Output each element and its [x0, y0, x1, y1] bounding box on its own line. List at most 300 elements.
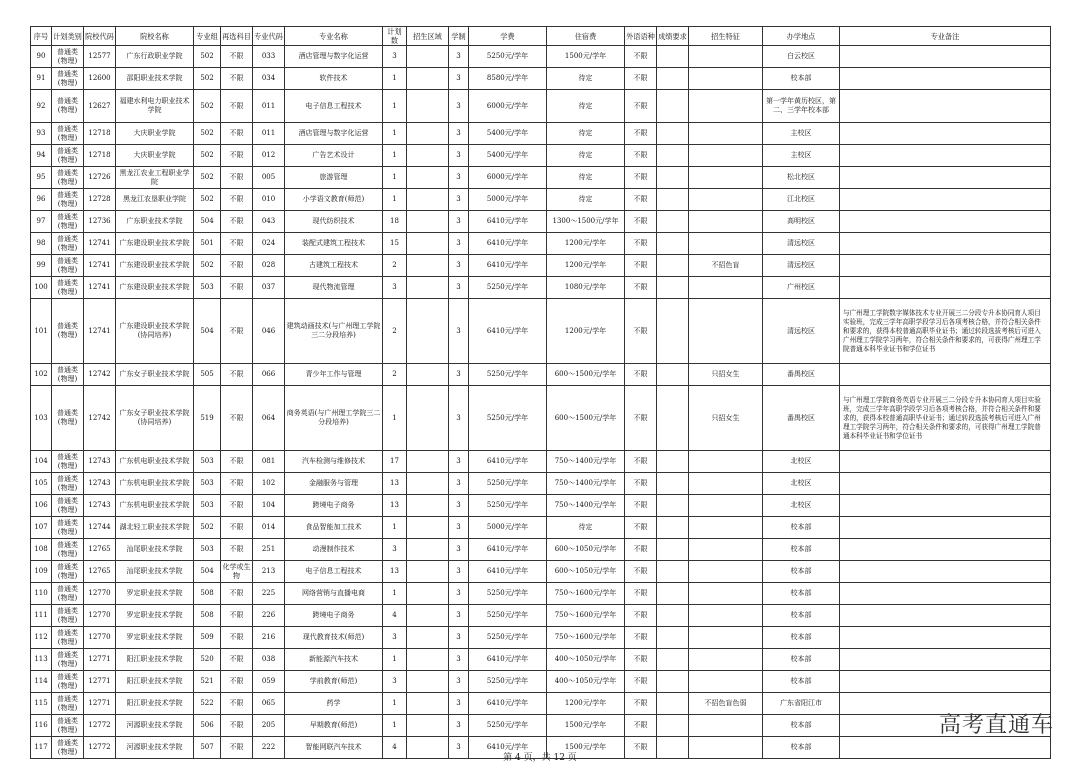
- enroll-feature: [689, 539, 763, 561]
- enroll-feature: [689, 68, 763, 90]
- major-group: 502: [194, 517, 221, 539]
- row-number: 98: [31, 233, 52, 255]
- dorm-fee: 待定: [547, 189, 625, 211]
- plan-count: 1: [383, 517, 407, 539]
- plan-count: 17: [383, 451, 407, 473]
- major-group: 506: [194, 715, 221, 737]
- foreign-language: 不限: [625, 517, 657, 539]
- elective-subject: 不限: [221, 517, 253, 539]
- enroll-area: [407, 693, 449, 715]
- column-header: 专业名称: [285, 27, 383, 46]
- row-number: 113: [31, 649, 52, 671]
- foreign-language: 不限: [625, 46, 657, 68]
- plan-count: 1: [383, 649, 407, 671]
- campus-location: 番禺校区: [763, 386, 840, 451]
- score-requirement: [657, 539, 689, 561]
- dorm-fee: 600～1050元/学年: [547, 539, 625, 561]
- major-code: 226: [253, 605, 285, 627]
- major-group: 502: [194, 145, 221, 167]
- dorm-fee: 1080元/学年: [547, 277, 625, 299]
- major-code: 038: [253, 649, 285, 671]
- major-code: 014: [253, 517, 285, 539]
- enroll-feature: [689, 649, 763, 671]
- table-row: [31, 255, 1051, 277]
- school-code: 12771: [84, 649, 116, 671]
- major-group: 502: [194, 189, 221, 211]
- plan-category: 普通类(物理): [52, 145, 84, 167]
- tuition-fee: 6000元/学年: [469, 90, 547, 123]
- row-number: 95: [31, 167, 52, 189]
- major-group: 503: [194, 277, 221, 299]
- score-requirement: [657, 451, 689, 473]
- plan-count: 1: [383, 583, 407, 605]
- row-number: 110: [31, 583, 52, 605]
- column-header: 外语语种: [625, 27, 657, 46]
- campus-location: 北校区: [763, 495, 840, 517]
- tuition-fee: 6410元/学年: [469, 539, 547, 561]
- dorm-fee: 600～1050元/学年: [547, 561, 625, 583]
- column-header: 成绩要求: [657, 27, 689, 46]
- table-row: [31, 123, 1051, 145]
- plan-category: 普通类(物理): [52, 693, 84, 715]
- school-code: 12741: [84, 299, 116, 364]
- major-code: 011: [253, 123, 285, 145]
- elective-subject: 不限: [221, 605, 253, 627]
- school-code: 12771: [84, 671, 116, 693]
- major-name: 建筑动画技术(与广州理工学院三二分段培养): [285, 299, 383, 364]
- plan-category: 普通类(物理): [52, 561, 84, 583]
- school-name: 黑龙江农垦职业学院: [116, 189, 194, 211]
- foreign-language: 不限: [625, 451, 657, 473]
- tuition-fee: 6410元/学年: [469, 693, 547, 715]
- table-row: [31, 627, 1051, 649]
- elective-subject: 不限: [221, 364, 253, 386]
- column-header: 招生特征: [689, 27, 763, 46]
- study-years: 3: [449, 539, 469, 561]
- major-name: 动漫制作技术: [285, 539, 383, 561]
- school-name: 大庆职业学院: [116, 123, 194, 145]
- major-remark: [840, 211, 1051, 233]
- plan-category: 普通类(物理): [52, 364, 84, 386]
- major-remark: [840, 649, 1051, 671]
- enroll-feature: [689, 451, 763, 473]
- row-number: 91: [31, 68, 52, 90]
- foreign-language: 不限: [625, 649, 657, 671]
- enroll-area: [407, 649, 449, 671]
- study-years: 3: [449, 737, 469, 759]
- dorm-fee: 1500元/学年: [547, 737, 625, 759]
- enroll-area: [407, 167, 449, 189]
- major-name: 酒店管理与数字化运营: [285, 46, 383, 68]
- major-code: 033: [253, 46, 285, 68]
- campus-location: 清远校区: [763, 299, 840, 364]
- major-code: 043: [253, 211, 285, 233]
- plan-category: 普通类(物理): [52, 649, 84, 671]
- school-name: 广东女子职业技术学院: [116, 364, 194, 386]
- school-code: 12743: [84, 473, 116, 495]
- table-row: [31, 605, 1051, 627]
- plan-count: 15: [383, 233, 407, 255]
- row-number: 96: [31, 189, 52, 211]
- score-requirement: [657, 671, 689, 693]
- major-group: 503: [194, 539, 221, 561]
- school-name: 广东机电职业技术学院: [116, 451, 194, 473]
- school-name: 广东机电职业技术学院: [116, 473, 194, 495]
- enroll-area: [407, 211, 449, 233]
- major-remark: [840, 277, 1051, 299]
- enroll-feature: [689, 277, 763, 299]
- enroll-feature: 只招女生: [689, 364, 763, 386]
- enroll-area: [407, 561, 449, 583]
- foreign-language: 不限: [625, 715, 657, 737]
- study-years: 3: [449, 583, 469, 605]
- major-group: 502: [194, 123, 221, 145]
- enroll-feature: [689, 583, 763, 605]
- tuition-fee: 5250元/学年: [469, 627, 547, 649]
- dorm-fee: 待定: [547, 123, 625, 145]
- plan-count: 2: [383, 299, 407, 364]
- column-header: 院校代码: [84, 27, 116, 46]
- major-group: 509: [194, 627, 221, 649]
- enroll-feature: [689, 123, 763, 145]
- table-row: [31, 539, 1051, 561]
- study-years: 3: [449, 145, 469, 167]
- enroll-area: [407, 671, 449, 693]
- campus-location: 校本部: [763, 605, 840, 627]
- table-row: [31, 68, 1051, 90]
- major-group: 522: [194, 693, 221, 715]
- major-group: 502: [194, 167, 221, 189]
- school-code: 12772: [84, 715, 116, 737]
- plan-count: 1: [383, 386, 407, 451]
- enroll-area: [407, 189, 449, 211]
- plan-count: 3: [383, 627, 407, 649]
- elective-subject: 不限: [221, 649, 253, 671]
- plan-count: 4: [383, 737, 407, 759]
- school-name: 广东机电职业技术学院: [116, 495, 194, 517]
- plan-category: 普通类(物理): [52, 299, 84, 364]
- campus-location: 校本部: [763, 583, 840, 605]
- school-name: 广东建设职业技术学院(协同培养): [116, 299, 194, 364]
- school-name: 河源职业技术学院: [116, 715, 194, 737]
- tuition-fee: 5250元/学年: [469, 364, 547, 386]
- enroll-feature: [689, 167, 763, 189]
- school-code: 12741: [84, 255, 116, 277]
- elective-subject: 不限: [221, 90, 253, 123]
- dorm-fee: 1200元/学年: [547, 299, 625, 364]
- foreign-language: 不限: [625, 627, 657, 649]
- column-header: 住宿费: [547, 27, 625, 46]
- enroll-area: [407, 46, 449, 68]
- school-code: 12770: [84, 627, 116, 649]
- study-years: 3: [449, 671, 469, 693]
- major-name: 商务英语(与广州理工学院三二分段培养): [285, 386, 383, 451]
- study-years: 3: [449, 649, 469, 671]
- score-requirement: [657, 715, 689, 737]
- major-remark: [840, 583, 1051, 605]
- major-code: 205: [253, 715, 285, 737]
- campus-location: 江北校区: [763, 189, 840, 211]
- campus-location: 校本部: [763, 671, 840, 693]
- elective-subject: 不限: [221, 715, 253, 737]
- foreign-language: 不限: [625, 605, 657, 627]
- elective-subject: 不限: [221, 693, 253, 715]
- column-header: 学制: [449, 27, 469, 46]
- row-number: 103: [31, 386, 52, 451]
- major-code: 104: [253, 495, 285, 517]
- school-code: 12728: [84, 189, 116, 211]
- major-group: 503: [194, 451, 221, 473]
- dorm-fee: 600～1500元/学年: [547, 386, 625, 451]
- enroll-feature: [689, 473, 763, 495]
- enroll-area: [407, 517, 449, 539]
- enroll-area: [407, 277, 449, 299]
- score-requirement: [657, 299, 689, 364]
- school-name: 广东建设职业技术学院: [116, 277, 194, 299]
- row-number: 101: [31, 299, 52, 364]
- major-remark: [840, 671, 1051, 693]
- school-code: 12741: [84, 277, 116, 299]
- major-remark: [840, 123, 1051, 145]
- school-code: 12770: [84, 583, 116, 605]
- enroll-feature: 不招色盲: [689, 255, 763, 277]
- dorm-fee: 400～1050元/学年: [547, 649, 625, 671]
- plan-count: 13: [383, 495, 407, 517]
- row-number: 112: [31, 627, 52, 649]
- table-row: [31, 715, 1051, 737]
- score-requirement: [657, 364, 689, 386]
- plan-category: 普通类(物理): [52, 517, 84, 539]
- elective-subject: 不限: [221, 46, 253, 68]
- dorm-fee: 1300～1500元/学年: [547, 211, 625, 233]
- enroll-area: [407, 145, 449, 167]
- study-years: 3: [449, 299, 469, 364]
- table-row: [31, 277, 1051, 299]
- major-group: 504: [194, 211, 221, 233]
- dorm-fee: 750～1400元/学年: [547, 495, 625, 517]
- enroll-area: [407, 123, 449, 145]
- plan-category: 普通类(物理): [52, 583, 84, 605]
- plan-category: 普通类(物理): [52, 189, 84, 211]
- study-years: 3: [449, 167, 469, 189]
- campus-location: 校本部: [763, 539, 840, 561]
- elective-subject: 化学或生物: [221, 561, 253, 583]
- study-years: 3: [449, 277, 469, 299]
- campus-location: 番禺校区: [763, 364, 840, 386]
- dorm-fee: 待定: [547, 167, 625, 189]
- school-name: 广东行政职业学院: [116, 46, 194, 68]
- table-row: [31, 561, 1051, 583]
- plan-count: 4: [383, 605, 407, 627]
- plan-category: 普通类(物理): [52, 90, 84, 123]
- dorm-fee: 750～1600元/学年: [547, 583, 625, 605]
- column-header: 办学地点: [763, 27, 840, 46]
- column-header: 院校名称: [116, 27, 194, 46]
- tuition-fee: 5250元/学年: [469, 277, 547, 299]
- foreign-language: 不限: [625, 90, 657, 123]
- school-code: 12765: [84, 561, 116, 583]
- foreign-language: 不限: [625, 277, 657, 299]
- table-row: [31, 693, 1051, 715]
- plan-count: 1: [383, 145, 407, 167]
- tuition-fee: 6410元/学年: [469, 233, 547, 255]
- dorm-fee: 750～1400元/学年: [547, 473, 625, 495]
- table-body: [31, 46, 1051, 759]
- study-years: 3: [449, 715, 469, 737]
- major-remark: [840, 517, 1051, 539]
- enroll-area: [407, 299, 449, 364]
- foreign-language: 不限: [625, 211, 657, 233]
- major-name: 现代纺织技术: [285, 211, 383, 233]
- dorm-fee: 待定: [547, 90, 625, 123]
- score-requirement: [657, 90, 689, 123]
- major-group: 502: [194, 90, 221, 123]
- school-code: 12771: [84, 693, 116, 715]
- major-group: 505: [194, 364, 221, 386]
- row-number: 105: [31, 473, 52, 495]
- dorm-fee: 1200元/学年: [547, 693, 625, 715]
- major-remark: [840, 145, 1051, 167]
- tuition-fee: 5250元/学年: [469, 605, 547, 627]
- dorm-fee: 1200元/学年: [547, 233, 625, 255]
- plan-category: 普通类(物理): [52, 167, 84, 189]
- plan-count: 1: [383, 715, 407, 737]
- watermark-text: 高考直通车: [938, 713, 1054, 738]
- plan-count: 3: [383, 46, 407, 68]
- enroll-feature: [689, 211, 763, 233]
- major-remark: [840, 364, 1051, 386]
- major-name: 软件技术: [285, 68, 383, 90]
- plan-count: 2: [383, 255, 407, 277]
- major-remark: [840, 167, 1051, 189]
- study-years: 3: [449, 68, 469, 90]
- study-years: 3: [449, 90, 469, 123]
- column-header: 再选科目: [221, 27, 253, 46]
- plan-category: 普通类(物理): [52, 737, 84, 759]
- major-code: 024: [253, 233, 285, 255]
- enroll-feature: 不招色盲色弱: [689, 693, 763, 715]
- table-row: [31, 90, 1051, 123]
- enroll-feature: [689, 46, 763, 68]
- major-name: 汽车检测与维修技术: [285, 451, 383, 473]
- school-name: 阳江职业技术学院: [116, 693, 194, 715]
- elective-subject: 不限: [221, 539, 253, 561]
- score-requirement: [657, 211, 689, 233]
- elective-subject: 不限: [221, 255, 253, 277]
- enroll-feature: [689, 90, 763, 123]
- elective-subject: 不限: [221, 233, 253, 255]
- score-requirement: [657, 277, 689, 299]
- enroll-feature: [689, 495, 763, 517]
- row-number: 99: [31, 255, 52, 277]
- score-requirement: [657, 123, 689, 145]
- plan-count: 13: [383, 561, 407, 583]
- table-row: [31, 583, 1051, 605]
- campus-location: 北校区: [763, 473, 840, 495]
- school-code: 12718: [84, 145, 116, 167]
- table-row: [31, 364, 1051, 386]
- school-code: 12772: [84, 737, 116, 759]
- table-row: [31, 167, 1051, 189]
- major-code: 011: [253, 90, 285, 123]
- study-years: 3: [449, 451, 469, 473]
- foreign-language: 不限: [625, 167, 657, 189]
- major-code: 037: [253, 277, 285, 299]
- enroll-area: [407, 473, 449, 495]
- tuition-fee: 6410元/学年: [469, 737, 547, 759]
- elective-subject: 不限: [221, 211, 253, 233]
- foreign-language: 不限: [625, 68, 657, 90]
- table-row: [31, 189, 1051, 211]
- school-name: 汕尾职业技术学院: [116, 539, 194, 561]
- campus-location: 校本部: [763, 627, 840, 649]
- row-number: 102: [31, 364, 52, 386]
- score-requirement: [657, 386, 689, 451]
- plan-category: 普通类(物理): [52, 627, 84, 649]
- campus-location: 校本部: [763, 517, 840, 539]
- score-requirement: [657, 473, 689, 495]
- elective-subject: 不限: [221, 189, 253, 211]
- plan-count: 1: [383, 123, 407, 145]
- major-name: 网络营销与直播电商: [285, 583, 383, 605]
- school-name: 阳江职业技术学院: [116, 671, 194, 693]
- school-code: 12577: [84, 46, 116, 68]
- score-requirement: [657, 68, 689, 90]
- score-requirement: [657, 627, 689, 649]
- study-years: 3: [449, 473, 469, 495]
- score-requirement: [657, 189, 689, 211]
- enroll-area: [407, 627, 449, 649]
- school-code: 12744: [84, 517, 116, 539]
- study-years: 3: [449, 233, 469, 255]
- major-name: 现代物流管理: [285, 277, 383, 299]
- table-row: [31, 495, 1051, 517]
- enroll-area: [407, 583, 449, 605]
- major-code: 065: [253, 693, 285, 715]
- school-name: 广东建设职业技术学院: [116, 255, 194, 277]
- major-group: 503: [194, 473, 221, 495]
- major-name: 电子信息工程技术: [285, 561, 383, 583]
- campus-location: 主校区: [763, 145, 840, 167]
- tuition-fee: 6410元/学年: [469, 561, 547, 583]
- major-group: 519: [194, 386, 221, 451]
- row-number: 115: [31, 693, 52, 715]
- table-row: [31, 386, 1051, 451]
- study-years: 3: [449, 605, 469, 627]
- tuition-fee: 5250元/学年: [469, 671, 547, 693]
- row-number: 94: [31, 145, 52, 167]
- plan-count: 13: [383, 473, 407, 495]
- enroll-feature: [689, 189, 763, 211]
- elective-subject: 不限: [221, 627, 253, 649]
- plan-category: 普通类(物理): [52, 715, 84, 737]
- school-name: 罗定职业技术学院: [116, 605, 194, 627]
- enroll-area: [407, 715, 449, 737]
- score-requirement: [657, 145, 689, 167]
- table-row: [31, 233, 1051, 255]
- major-remark: 与广州理工学院商务英语专业开展三二分段专升本协同育人项目实验班，完成三学年高职学段学习后各项考核合格，并符合相关条件和要求的，获得本校普通高职毕业证书；通过转段选拔考核后可进入广州理工学院学习两年，符合相关条件和要求的，可获得广州理工学院普通本科毕业证书和学位证书: [840, 386, 1051, 451]
- elective-subject: 不限: [221, 299, 253, 364]
- plan-count: 3: [383, 671, 407, 693]
- score-requirement: [657, 583, 689, 605]
- row-number: 108: [31, 539, 52, 561]
- major-remark: [840, 627, 1051, 649]
- enroll-feature: [689, 715, 763, 737]
- major-remark: [840, 495, 1051, 517]
- plan-count: 1: [383, 167, 407, 189]
- major-code: 222: [253, 737, 285, 759]
- major-group: 520: [194, 649, 221, 671]
